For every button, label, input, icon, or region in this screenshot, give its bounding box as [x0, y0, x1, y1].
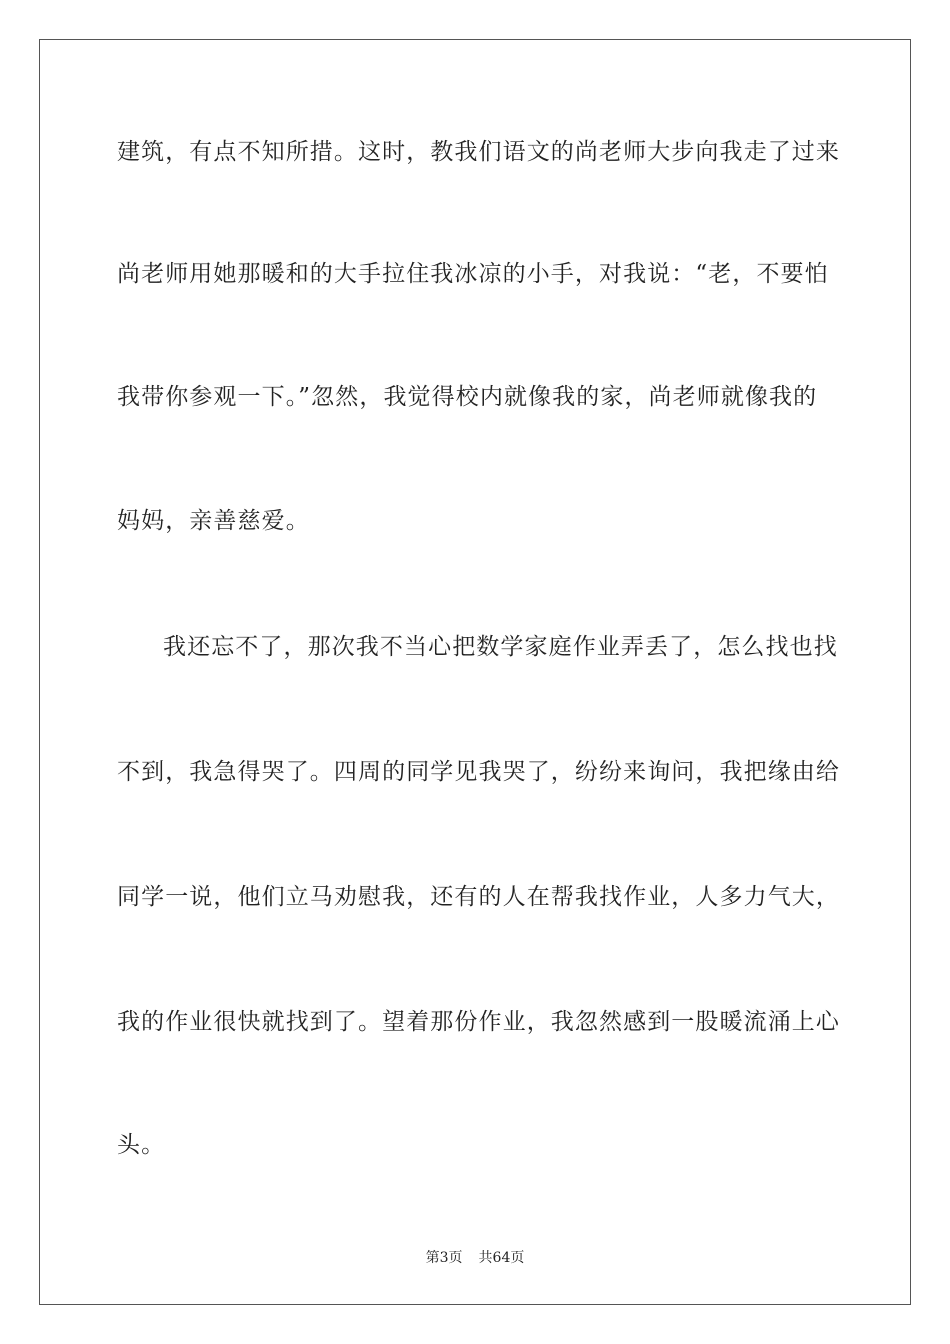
page-footer [0, 1249, 950, 1267]
body-text-line: 我带你参观一下。”忽然，我觉得校内就像我的家，尚老师就像我的 [117, 384, 818, 410]
body-text-line: 我的作业很快就找到了。望着那份作业，我忽然感到一股暖流涌上心 [117, 1009, 840, 1035]
total-pages: 共64页 [478, 1250, 525, 1266]
paragraph-first-line: 我还忘不了，那次我不当心把数学家庭作业弄丢了，怎么找也找 [163, 634, 838, 660]
body-text-line: 妈妈，亲善慈爱。 [117, 508, 310, 534]
page-border [39, 39, 911, 1305]
page-number: 第3页 [425, 1250, 463, 1266]
body-text-line: 头。 [117, 1132, 166, 1158]
body-text-line: 同学一说，他们立马劝慰我，还有的人在帮我找作业，人多力气大， [117, 884, 840, 910]
body-text-line: 不到，我急得哭了。四周的同学见我哭了，纷纷来询问，我把缘由给 [117, 759, 840, 785]
body-text-line: 建筑，有点不知所措。这时，教我们语文的尚老师大步向我走了过来 [117, 139, 840, 165]
body-text-line: 尚老师用她那暖和的大手拉住我冰凉的小手，对我说：“老，不要怕 [117, 261, 829, 287]
